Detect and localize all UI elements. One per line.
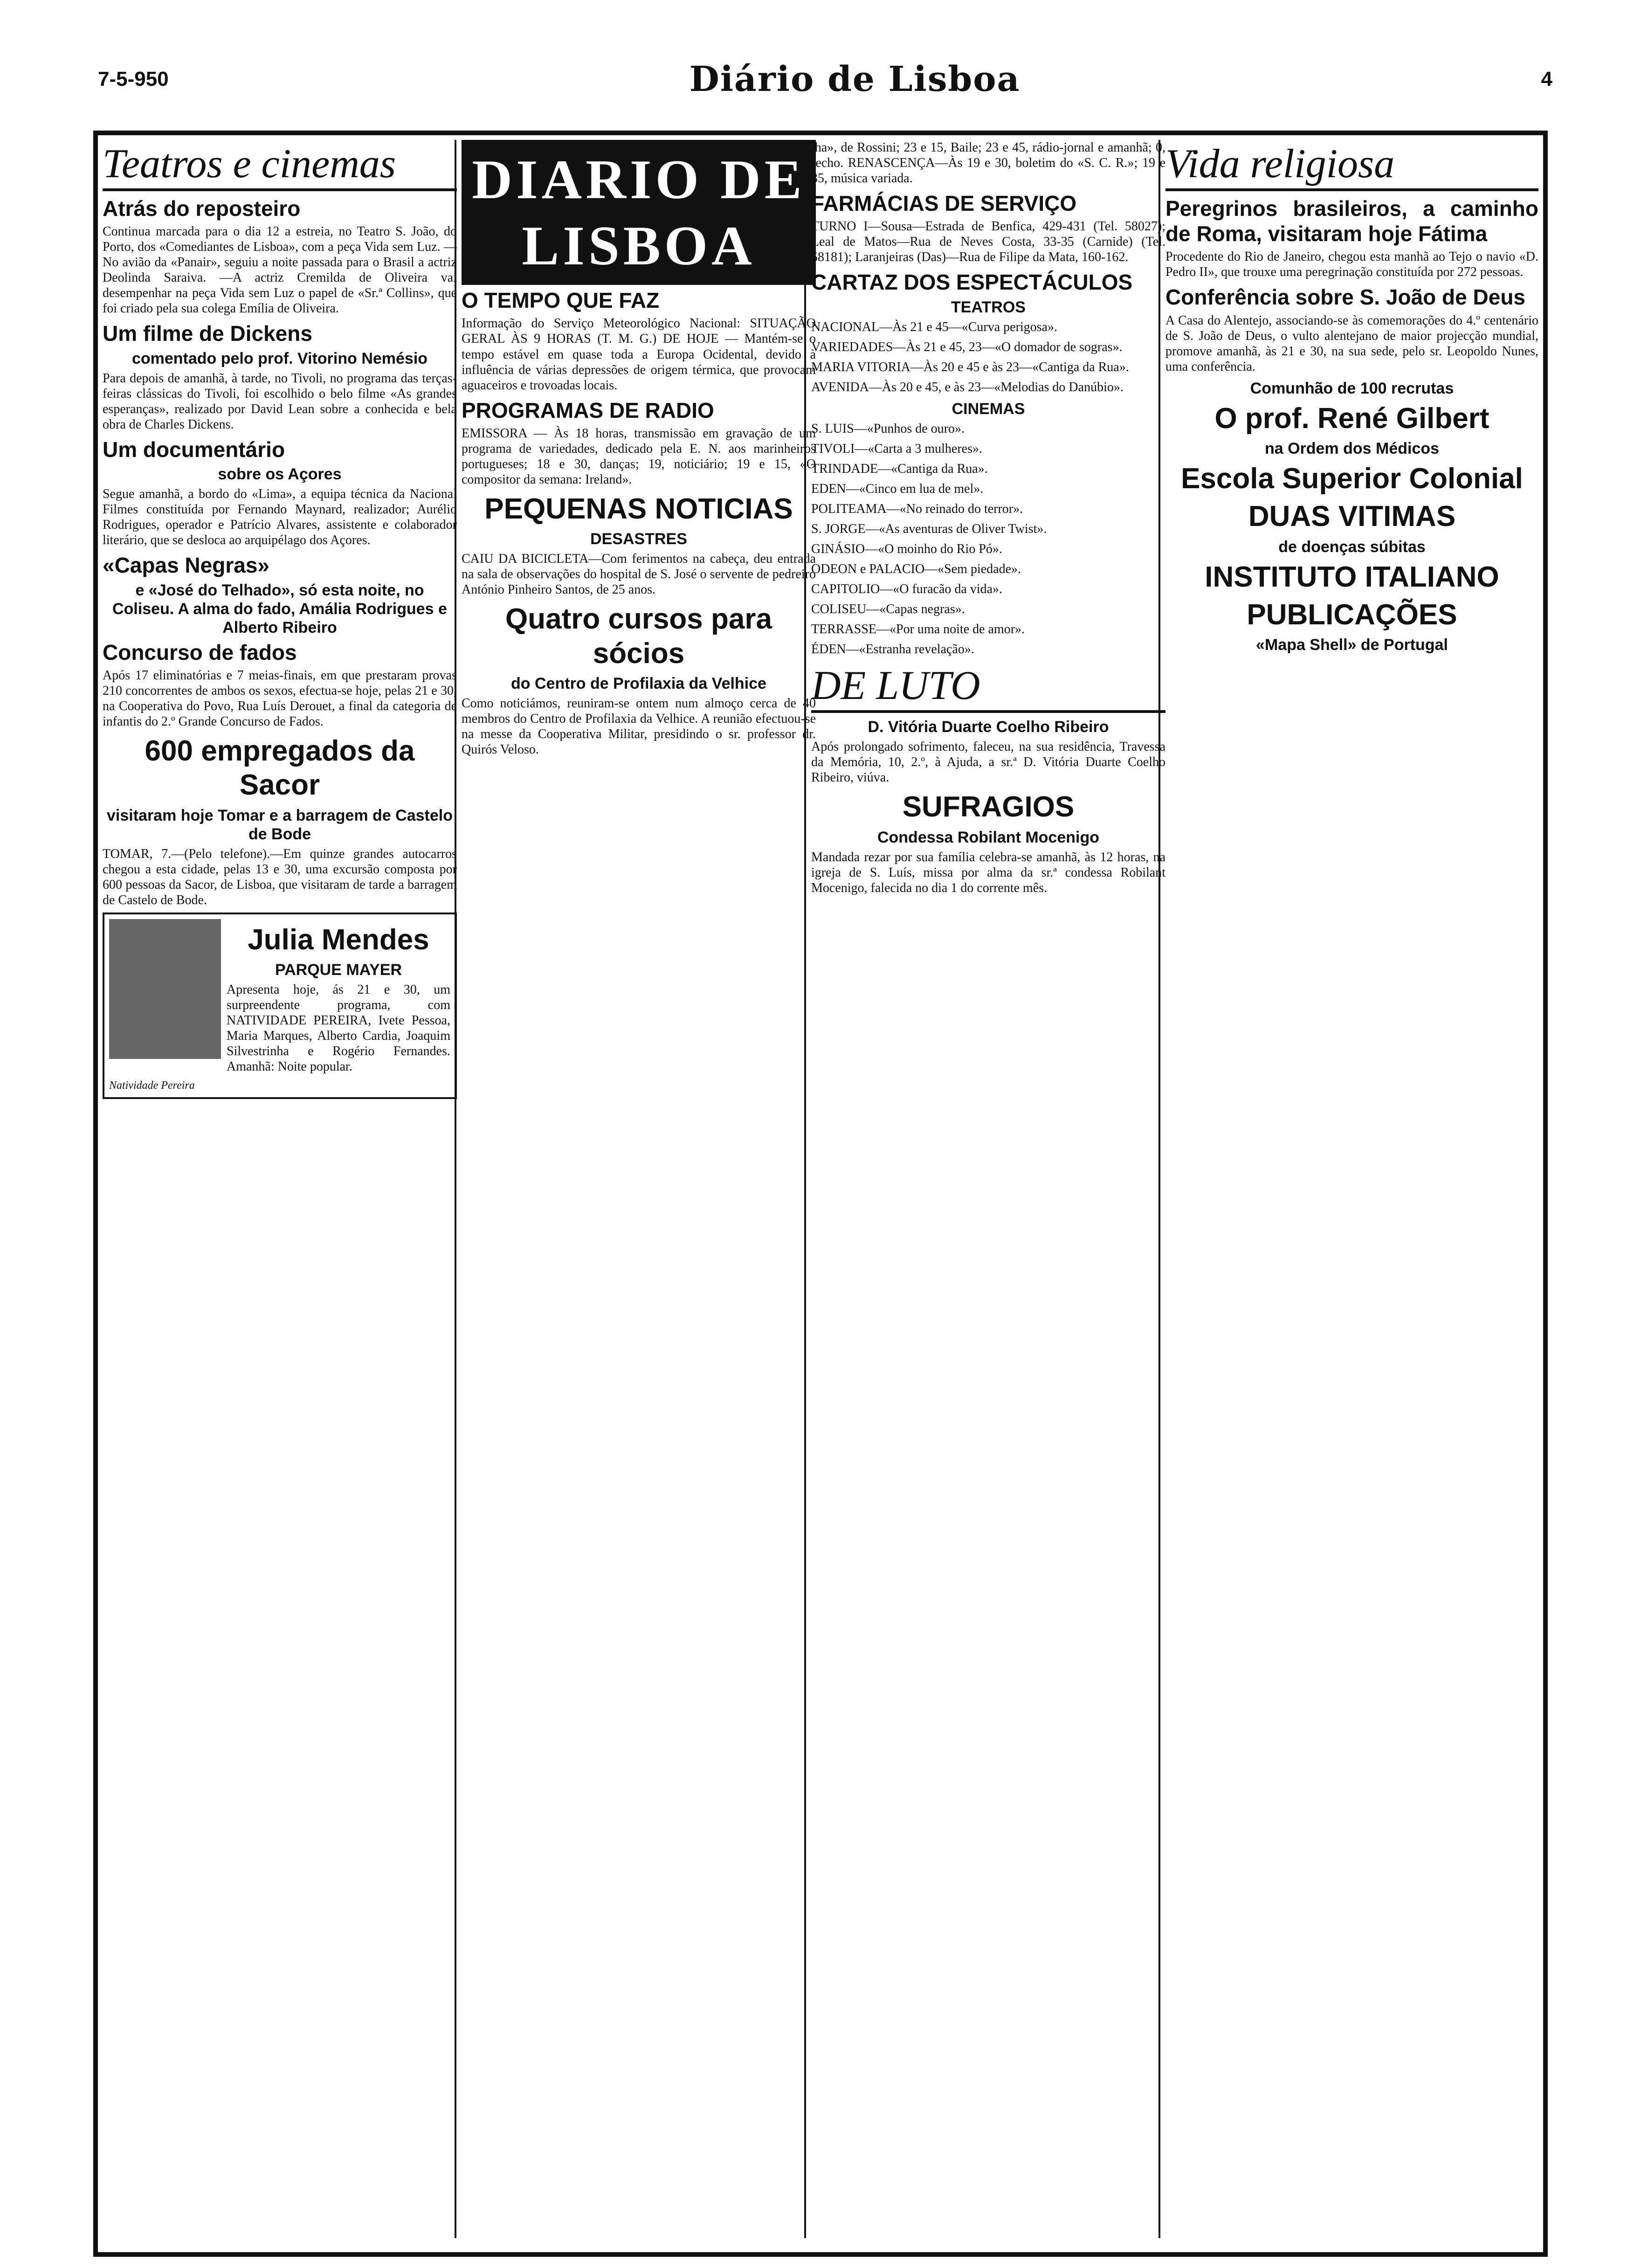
article-body: Informação do Serviço Meteorológico Nacional: SITUAÇÃO GERAL ÀS 9 HORAS (T. M. G.) DE HOJE — Mantém-se o tempo estável em quase toda a Europa Ocidental, devido à influência de várias depressões de origem térmica, que provocam aguaceiros e trovoadas locais. xyxy=(462,316,816,393)
article-subtitle: de doenças súbitas xyxy=(1278,538,1426,556)
article-title: Comunhão de 100 recrutas xyxy=(1250,379,1454,397)
article-title: PROGRAMAS DE RADIO xyxy=(462,398,714,422)
article-title: Quatro cursos para sócios xyxy=(505,603,772,670)
article-title: PUBLICAÇÕES xyxy=(1247,598,1457,631)
column-weather-radio xyxy=(462,140,816,2238)
article-title: Atrás do reposteiro xyxy=(103,196,301,221)
article-title: «Capas Negras» xyxy=(103,553,269,578)
article-subtitle: TEATROS xyxy=(951,298,1026,316)
ad-place: PARQUE MAYER xyxy=(275,961,402,979)
masthead-banner: DIARIO DE LISBOA xyxy=(462,140,816,285)
section-heading: Vida religiosa xyxy=(1165,140,1538,191)
article-title: Um filme de Dickens xyxy=(103,321,312,346)
article-title: SUFRAGIOS xyxy=(902,791,1075,823)
ad-name: Julia Mendes xyxy=(248,923,429,956)
list-item: S. JORGE—«As aventuras de Oliver Twist». xyxy=(811,522,1047,537)
article-subtitle: na Ordem dos Médicos xyxy=(1264,440,1440,458)
column-theatres xyxy=(103,140,457,2238)
article-title: INSTITUTO ITALIANO xyxy=(1205,560,1499,593)
article-subtitle: sobre os Açores xyxy=(218,465,342,484)
list-item: TRINDADE—«Cantiga da Rua». xyxy=(811,462,988,477)
article-body: Mandada rezar por sua família celebra-se amanhã, às 12 horas, na igreja de S. Luís, missa por alma da sr.ª condessa Robilant Mocenigo, falecida no dia 1 do corrente mês. xyxy=(811,850,1165,895)
portrait-photo xyxy=(109,919,221,1059)
article-body: Continua marcada para o dia 12 a estreia, no Teatro S. João, do Porto, dos «Comediantes de Lisboa», com a peça Vida sem Luz. —No avião da «Panair», seguiu a noite passada para o Brasil a actriz Deolinda Saraiva. —A actriz Cremilda de Oliveira vai desempenhar na peça Vida sem Luz o papel de «Sr.ª Collins», que foi criado pela sua colega Emília de Oliveira. xyxy=(103,224,457,316)
list-item: COLISEU—«Capas negras». xyxy=(811,602,965,617)
list-item: AVENIDA—Às 20 e 45, e às 23—«Melodias do Danúbio». xyxy=(811,380,1124,394)
article-body: Para depois de amanhã, à tarde, no Tivoli, no programa das terças-feiras clássicas do Tivoli, foi escolhido o belo filme «As grandes esperanças», realizado por David Lean sobre a conhecida e bela obra de Charles Dickens. xyxy=(103,371,457,432)
article-title: Peregrinos brasileiros, a caminho de Roma, visitaram hoje Fátima xyxy=(1165,196,1538,246)
list-item: CAPITOLIO—«O furacão da vida». xyxy=(811,582,1003,597)
article-subtitle: D. Vitória Duarte Coelho Ribeiro xyxy=(868,718,1109,736)
article-subtitle: DESASTRES xyxy=(590,530,687,548)
newspaper-title: Diário de Lisboa xyxy=(689,59,1020,99)
issue-date: 7-5-950 xyxy=(98,68,169,90)
list-item: VARIEDADES—Às 21 e 45, 23—«O domador de sogras». xyxy=(811,339,1123,354)
article-title: Um documentário xyxy=(103,437,285,462)
article-title: O TEMPO QUE FAZ xyxy=(462,288,660,313)
article-subtitle: comentado pelo prof. Vitorino Nemésio xyxy=(131,349,428,367)
article-body: Após prolongado sofrimento, faleceu, na sua residência, Travessa da Memória, 10, 2.º, à Ajuda, a sr.ª D. Vitória Duarte Coelho Ribeiro, viúva. xyxy=(811,740,1165,785)
masthead xyxy=(98,51,1552,107)
article-title: Conferência sobre S. João de Deus xyxy=(1165,285,1526,310)
article-body: Como noticiámos, reuniram-se ontem num almoço cerca de 40 membros do Centro de Profilaxia da Velhice. A reunião efectuou-se na messe da Cooperativa Militar, presidindo o sr. professor dr. Quirós Veloso. xyxy=(462,696,816,757)
theatre-list xyxy=(811,319,1165,395)
photo-caption: Natividade Pereira xyxy=(109,1079,195,1092)
article-subtitle: «Mapa Shell» de Portugal xyxy=(1256,636,1448,654)
list-item: EDEN—«Cinco em lua de mel». xyxy=(811,482,984,497)
list-item: ÉDEN—«Estranha revelação». xyxy=(811,642,974,657)
column-religious xyxy=(1165,140,1538,2238)
article-body: Procedente do Rio de Janeiro, chegou esta manhã ao Tejo o navio «D. Pedro II», que trouxe uma peregrinação constituída por 272 pessoas. xyxy=(1165,249,1538,280)
advertisement xyxy=(103,913,457,1099)
article-title: O prof. René Gilbert xyxy=(1214,402,1489,435)
article-subtitle: Condessa Robilant Mocenigo xyxy=(877,828,1100,846)
article-body: TOMAR, 7.—(Pelo telefone).—Em quinze grandes autocarros chegou a esta cidade, pelas 13 e 30, uma excursão composta por 600 pessoas da Sacor, de Lisboa, que visitaram de tarde a barragem de Castelo de Bode. xyxy=(103,846,457,907)
article-title: PEQUENAS NOTICIAS xyxy=(484,493,793,525)
column-listings xyxy=(811,140,1165,2238)
list-item: GINÁSIO—«O moinho do Rio Pó». xyxy=(811,542,1002,557)
article-title: 600 empregados da Sacor xyxy=(145,735,415,802)
article-body: A Casa do Alentejo, associando-se às comemorações do 4.º centenário de S. João de Deus, o vulto alentejano de maior projecção mundial, promove amanhã, às 21 e 30, na sua sede, pelo sr. Leopoldo Nunes, uma conferência. xyxy=(1165,313,1538,374)
article-subtitle: visitaram hoje Tomar e a barragem de Castelo de Bode xyxy=(107,806,453,843)
section-heading: DE LUTO xyxy=(811,662,1165,713)
cinema-list xyxy=(811,421,1165,657)
ad-text: Apresenta hoje, ás 21 e 30, um surpreendente programa, com NATIVIDADE PEREIRA, Ivete Pessoa, Maria Marques, Alberto Cardia, Joaquim Silvestrinha e Rogério Fernandes. Amanhã: Noite popular. xyxy=(227,982,450,1074)
article-subtitle: CINEMAS xyxy=(952,400,1025,418)
list-item: TIVOLI—«Carta a 3 mulheres». xyxy=(811,442,982,456)
section-heading: Teatros e cinemas xyxy=(103,140,457,191)
article-title: Concurso de fados xyxy=(103,640,297,664)
article-title: DUAS VITIMAS xyxy=(1248,500,1456,533)
article-title: Escola Superior Colonial xyxy=(1181,463,1523,495)
article-body: EMISSORA — Às 18 horas, transmissão em gravação de um programa de variedades, dedicado pela E. N. aos marinheiros portugueses; 18 e 30, danças; 19, noticiário; 19 e 15, «O compositor da semana: Ireland». xyxy=(462,426,816,487)
article-body: CAIU DA BICICLETA—Com ferimentos na cabeça, deu entrada na sala de observações do hospital de S. José o servente de pedreiro António Pinheiro Santos, de 25 anos. xyxy=(462,552,816,597)
article-body: Segue amanhã, a bordo do «Lima», a equipa técnica da Nacional Filmes constituída por Fernando Maynard, realizador; Aurélio Rodrigues, operador e Patrício Alvares, assistente e colaborador literário, que se desloca ao arquipélago dos Açores. xyxy=(103,487,457,548)
list-item: POLITEAMA—«No reinado do terror». xyxy=(811,502,1023,517)
article-body: lha», de Rossini; 23 e 15, Baile; 23 e 45, rádio-jornal e amanhã; 0, fecho. RENASCENÇA—Às 19 e 30, boletim do «S. C. R.»; 19 e 35, música variada. xyxy=(811,140,1165,186)
list-item: TERRASSE—«Por uma noite de amor». xyxy=(811,622,1025,637)
article-body: Após 17 eliminatórias e 7 meias-finais, em que prestaram provas 210 concorrentes de ambos os sexos, efectua-se hoje, pelas 21 e 30, na Cooperativa do Povo, Rua Luís Derouet, a final da categoria de infantis do 2.º Grande Concurso de Fados. xyxy=(103,668,457,729)
list-item: S. LUIS—«Punhos de ouro». xyxy=(811,422,965,436)
article-subtitle: do Centro de Profilaxia da Velhice xyxy=(511,674,766,692)
article-title: CARTAZ DOS ESPECTÁCULOS xyxy=(811,270,1133,295)
page-number: 4 xyxy=(1541,68,1552,90)
list-item: ODEON e PALACIO—«Sem piedade». xyxy=(811,562,1021,577)
article-body: TURNO I—Sousa—Estrada de Benfica, 429-431 (Tel. 58027); Leal de Matos—Rua de Neves Costa, 33-35 (Carnide) (Tel. 58181); Laranjeiras (Das)—Rua de Filipe da Mata, 160-162. xyxy=(811,219,1165,265)
article-title: FARMÁCIAS DE SERVIÇO xyxy=(811,191,1077,216)
list-item: NACIONAL—Às 21 e 45—«Curva perigosa». xyxy=(811,319,1058,334)
article-subtitle: e «José do Telhado», só esta noite, no Coliseu. A alma do fado, Amália Rodrigues e Alberto Ribeiro xyxy=(112,581,447,636)
list-item: MARIA VITORIA—Às 20 e 45 e às 23—«Cantiga da Rua». xyxy=(811,360,1129,374)
